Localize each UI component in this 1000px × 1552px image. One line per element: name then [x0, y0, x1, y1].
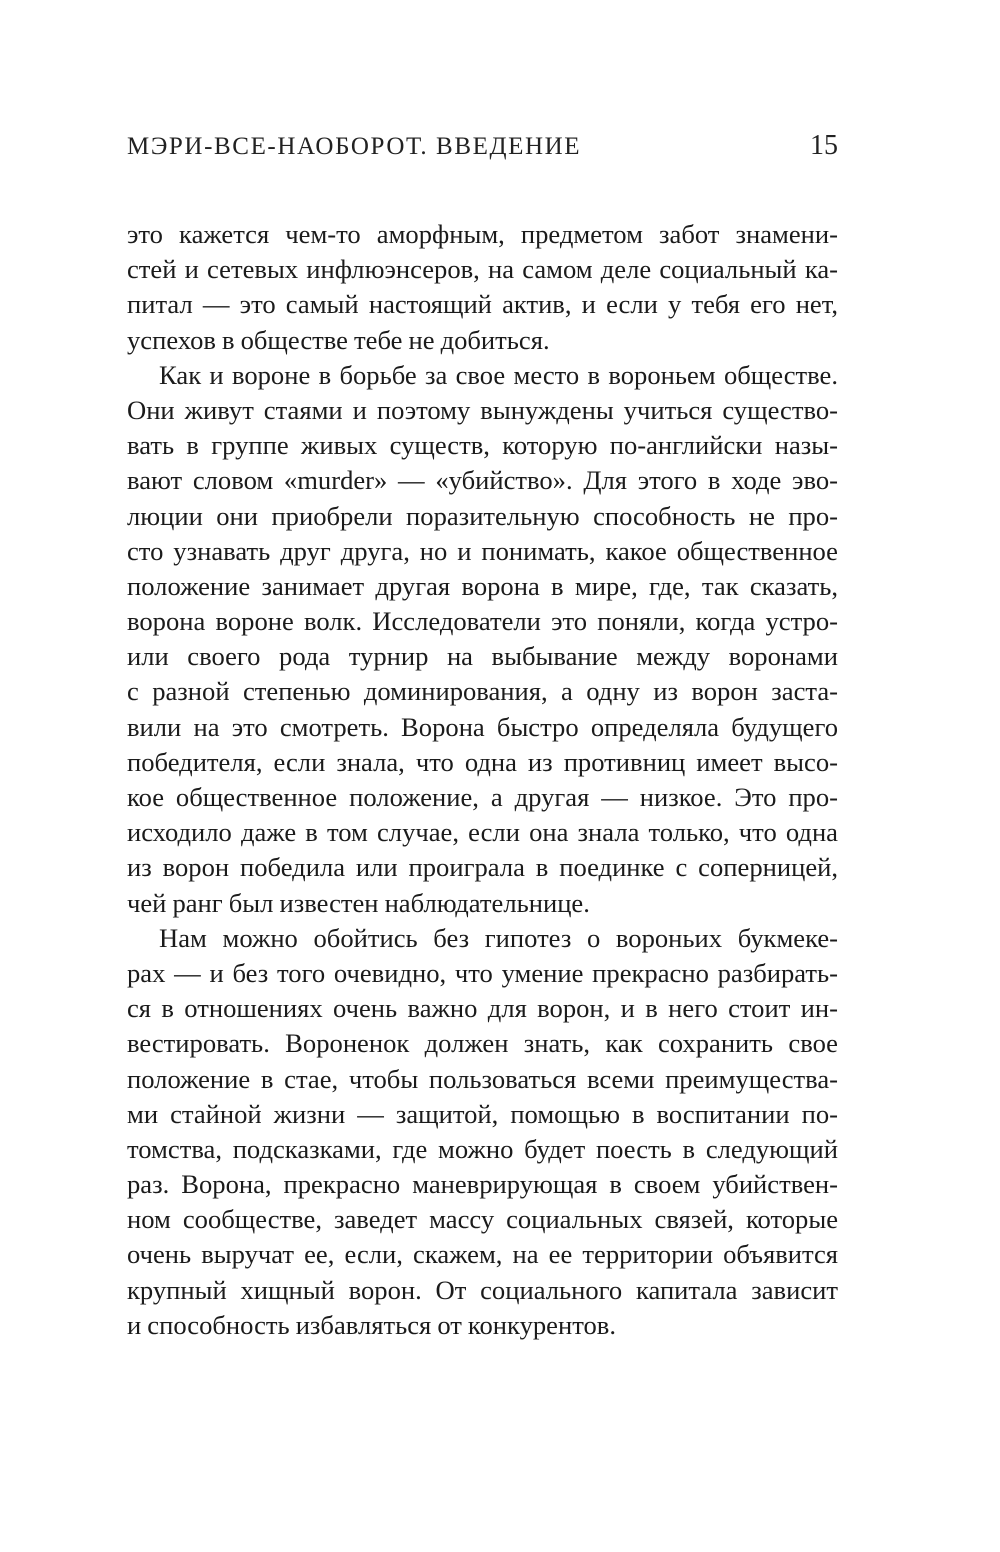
text-line: люции они приобрели поразительную способность не про-	[127, 500, 838, 531]
body-text	[127, 217, 838, 1343]
text-line: кое общественное положение, а другая — низкое. Это про-	[127, 782, 838, 812]
text-line: положение в стае, чтобы пользоваться всеми преимущества-	[127, 1063, 838, 1094]
text-line: томства, подсказками, где можно будет поесть в следующий	[127, 1133, 838, 1164]
text-line: крупный хищный ворон. От социального капитала зависит	[127, 1274, 838, 1305]
text-line: Они живут стаями и поэтому вынуждены учиться существо-	[127, 394, 838, 425]
text-line: с разной степенью доминирования, а одну из ворон заста-	[127, 676, 838, 707]
text-line: вают словом «murder» — «убийство». Для этого в ходе эво-	[127, 465, 838, 496]
text-line: раз. Ворона, прекрасно маневрирующая в своем убийствен-	[127, 1169, 838, 1200]
text-line: положение занимает другая ворона в мире, где, так сказать,	[127, 570, 838, 601]
text-line: Нам можно обойтись без гипотез о вороньих букмеке-	[159, 922, 838, 953]
running-head	[127, 130, 838, 166]
text-line: ном сообществе, заведет массу социальных связей, которые	[127, 1204, 838, 1235]
text-line: стей и сетевых инфлюэнсеров, на самом деле социальный ка-	[127, 254, 838, 285]
text-line: вили на это смотреть. Ворона быстро определяла будущего	[127, 711, 838, 742]
text-line: из ворон победила или проиграла в поединке с соперницей,	[127, 852, 838, 883]
paragraph-3	[127, 921, 838, 1343]
running-head-title: МЭРИ-ВСЕ-НАОБОРОТ. ВВЕДЕНИЕ	[127, 133, 582, 160]
text-line: ся в отношениях очень важно для ворон, и в него стоит ин-	[127, 993, 838, 1024]
text-line: и способность избавляться от конкурентов.	[127, 1309, 616, 1340]
text-line: очень выручат ее, если, скажем, на ее территории объявится	[127, 1239, 838, 1270]
text-line: вестировать. Вороненок должен знать, как сохранить свое	[127, 1028, 838, 1059]
text-line: вать в группе живых существ, которую по-английски назы-	[127, 430, 838, 461]
paragraph-1	[127, 217, 838, 358]
text-line: успехов в обществе тебе не добиться.	[127, 324, 550, 355]
text-line: исходило даже в том случае, если она знала только, что одна	[127, 817, 838, 848]
text-line: питал — это самый настоящий актив, и если у тебя его нет,	[127, 289, 838, 320]
text-line: ми стайной жизни — защитой, помощью в воспитании по-	[127, 1098, 838, 1129]
page-number: 15	[810, 130, 838, 161]
text-line: ворона вороне волк. Исследователи это поняли, когда устро-	[127, 606, 838, 637]
text-line: победителя, если знала, что одна из противниц имеет высо-	[127, 746, 838, 777]
text-line: сто узнавать друг друга, но и понимать, какое общественное	[127, 535, 838, 566]
text-line: Как и вороне в борьбе за свое место в вороньем обществе.	[159, 359, 838, 390]
paragraph-2	[127, 358, 838, 921]
text-line: чей ранг был известен наблюдательнице.	[127, 887, 590, 918]
text-line: или своего рода турнир на выбывание между воронами	[127, 641, 838, 672]
text-line: рах — и без того очевидно, что умение прекрасно разбирать-	[127, 957, 838, 988]
text-line: это кажется чем-то аморфным, предметом забот знамени-	[127, 219, 838, 249]
